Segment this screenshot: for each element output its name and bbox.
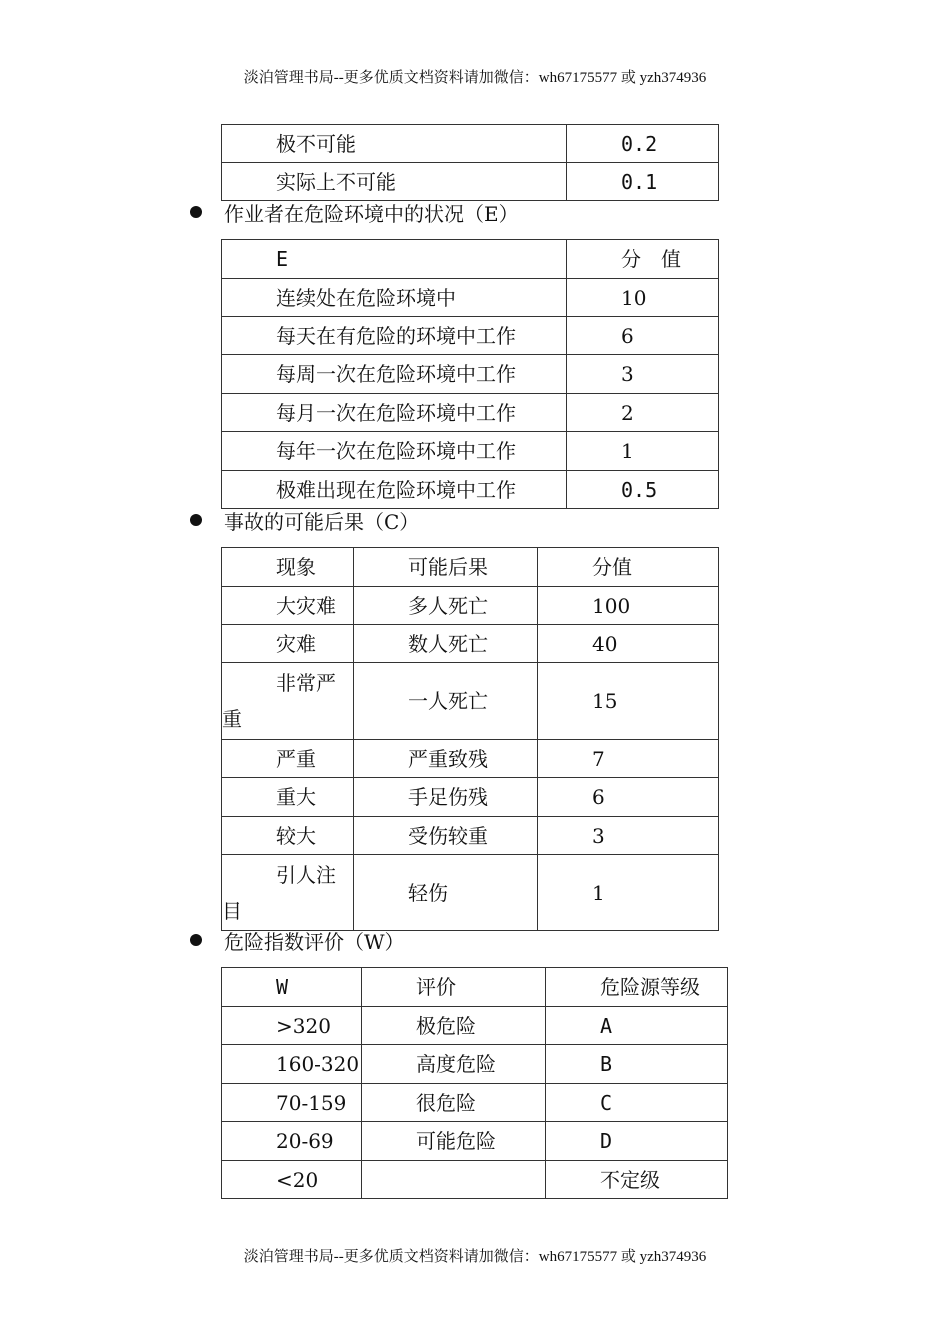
- table-row: [222, 1084, 728, 1122]
- w-range-cell: 160-320: [222, 1045, 362, 1084]
- consequence-cell: 多人死亡: [354, 587, 538, 625]
- value-cell: 100: [538, 587, 719, 625]
- label-cell: 每月一次在危险环境中工作: [222, 394, 567, 432]
- label-cell: 极难出现在危险环境中工作: [222, 471, 567, 509]
- value-cell: 7: [538, 740, 719, 778]
- label-cell: 实际上不可能: [222, 163, 567, 201]
- label-cell: 每天在有危险的环境中工作: [222, 317, 567, 355]
- exposure-table: [221, 239, 719, 509]
- phenomenon-cell: 严重: [222, 740, 354, 778]
- table-header-row: [222, 968, 728, 1007]
- table-row: [222, 432, 719, 471]
- table-row: [222, 355, 719, 394]
- table-row: [222, 394, 719, 432]
- phenomenon-cell: 大灾难: [222, 587, 354, 625]
- value-cell: 2: [567, 394, 719, 432]
- consequence-cell: 轻伤: [354, 855, 538, 931]
- evaluation-cell: [362, 1161, 546, 1199]
- value-cell: 6: [567, 317, 719, 355]
- bullet-icon: [190, 206, 202, 218]
- header-cell: 评价: [362, 968, 546, 1007]
- phenomenon-cell: 较大: [222, 817, 354, 855]
- consequence-cell: 严重致残: [354, 740, 538, 778]
- label-cell: 每年一次在危险环境中工作: [222, 432, 567, 471]
- consequence-cell: 手足伤残: [354, 778, 538, 817]
- table-row: [222, 1161, 728, 1199]
- table-row: [222, 587, 719, 625]
- value-cell: 0.1: [567, 163, 719, 201]
- table-row: [222, 1007, 728, 1045]
- header-cell: 危险源等级: [546, 968, 728, 1007]
- evaluation-cell: 很危险: [362, 1084, 546, 1122]
- consequence-table: [221, 547, 719, 931]
- consequence-cell: 受伤较重: [354, 817, 538, 855]
- phenomenon-cell: 非常严重: [222, 663, 354, 740]
- table-row: [222, 279, 719, 317]
- table-row: [222, 740, 719, 778]
- grade-cell: D: [546, 1122, 728, 1161]
- value-cell: 3: [538, 817, 719, 855]
- table-row: [222, 855, 719, 931]
- value-cell: 10: [567, 279, 719, 317]
- value-cell: 1: [567, 432, 719, 471]
- w-range-cell: >320: [222, 1007, 362, 1045]
- label-cell: 每周一次在危险环境中工作: [222, 355, 567, 394]
- section-c-heading: [190, 508, 419, 536]
- table-row: [222, 317, 719, 355]
- table-row: [222, 471, 719, 509]
- label-cell: 连续处在危险环境中: [222, 279, 567, 317]
- grade-cell: 不定级: [546, 1161, 728, 1199]
- phenomenon-cell: 重大: [222, 778, 354, 817]
- header-cell: 分 值: [567, 240, 719, 279]
- value-cell: 6: [538, 778, 719, 817]
- section-e-heading: [190, 200, 519, 228]
- bullet-icon: [190, 514, 202, 526]
- value-cell: 0.2: [567, 125, 719, 163]
- section-title: 作业者在危险环境中的状况（E）: [224, 202, 519, 226]
- grade-cell: C: [546, 1084, 728, 1122]
- table-row: [222, 817, 719, 855]
- page-header: 淡泊管理书局--更多优质文档资料请加微信：wh67175577 或 yzh374936: [243, 70, 707, 86]
- header-cell: 可能后果: [354, 548, 538, 587]
- evaluation-cell: 极危险: [362, 1007, 546, 1045]
- consequence-cell: 一人死亡: [354, 663, 538, 740]
- w-range-cell: <20: [222, 1161, 362, 1199]
- header-cell: 分值: [538, 548, 719, 587]
- section-w-heading: [190, 928, 405, 956]
- table-row: [222, 163, 719, 201]
- evaluation-cell: 高度危险: [362, 1045, 546, 1084]
- table-header-row: [222, 240, 719, 279]
- label-cell: 极不可能: [222, 125, 567, 163]
- grade-cell: B: [546, 1045, 728, 1084]
- section-title: 事故的可能后果（C）: [224, 510, 420, 534]
- bullet-icon: [190, 934, 202, 946]
- value-cell: 15: [538, 663, 719, 740]
- header-cell: E: [222, 240, 567, 279]
- w-range-cell: 70-159: [222, 1084, 362, 1122]
- evaluation-cell: 可能危险: [362, 1122, 546, 1161]
- table-row: [222, 625, 719, 663]
- w-range-cell: 20-69: [222, 1122, 362, 1161]
- value-cell: 1: [538, 855, 719, 931]
- table-row: [222, 125, 719, 163]
- grade-cell: A: [546, 1007, 728, 1045]
- table-header-row: [222, 548, 719, 587]
- phenomenon-cell: 引人注目: [222, 855, 354, 931]
- header-cell: 现象: [222, 548, 354, 587]
- table-row: [222, 1045, 728, 1084]
- table-row: [222, 1122, 728, 1161]
- section-title: 危险指数评价（W）: [224, 930, 405, 954]
- table-row: [222, 778, 719, 817]
- table-row: [222, 663, 719, 740]
- value-cell: 3: [567, 355, 719, 394]
- value-cell: 0.5: [567, 471, 719, 509]
- consequence-cell: 数人死亡: [354, 625, 538, 663]
- risk-index-table: [221, 967, 728, 1199]
- header-cell: W: [222, 968, 362, 1007]
- phenomenon-cell: 灾难: [222, 625, 354, 663]
- page-footer: 淡泊管理书局--更多优质文档资料请加微信：wh67175577 或 yzh374936: [243, 1249, 707, 1265]
- likelihood-table-continued: [221, 124, 719, 201]
- value-cell: 40: [538, 625, 719, 663]
